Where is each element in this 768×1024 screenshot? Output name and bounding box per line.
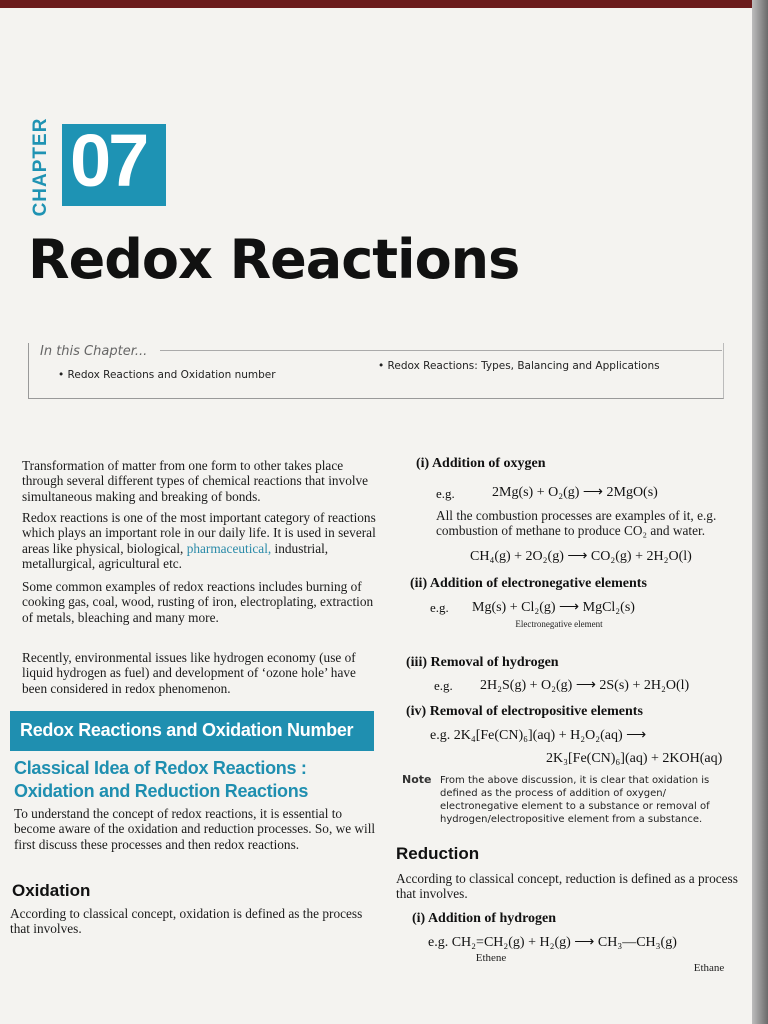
section-banner: Redox Reactions and Oxidation Number (10, 711, 374, 751)
in-this-chapter-rule (160, 350, 722, 351)
ethene-label: Ethene (475, 952, 507, 964)
environment-paragraph: Recently, environmental issues like hydrogen economy (use of liquid hydrogen as fuel) and development of ‘ozone hole’ have been considered in redox phenomenon. (22, 650, 356, 696)
page-top-strip (0, 0, 768, 8)
intro-paragraph: Transformation of matter from one form to other takes place through several different types of chemical reactions that involve simultaneous making and breaking of bonds. (22, 458, 369, 504)
note-text: From the above discussion, it is clear that oxidation is defined as the process of addition of oxygen/ electronegative element to a substance or removal of hydrogen/electropositive element from a substance. (440, 775, 710, 825)
equation-methane: CH₄(g) + 2O₂(g) ⟶ CO₂(g) + 2H₂O(l) (470, 549, 692, 564)
eg-label: e.g. (430, 600, 449, 615)
page-edge-shadow (752, 0, 768, 1024)
subheading-oxidation-reduction: Oxidation and Reduction Reactions (14, 781, 309, 801)
equation-ferrocyanide-left: e.g. 2K₄[Fe(CN)₆](aq) + H₂O₂(aq) ⟶ (430, 728, 647, 743)
in-this-chapter-label: In this Chapter... (40, 344, 148, 359)
equation-ferrocyanide-right: 2K₃[Fe(CN)₆](aq) + 2KOH(aq) (546, 751, 723, 766)
item-removal-of-hydrogen: (iii) Removal of hydrogen (406, 655, 559, 670)
in-this-chapter-item: • Redox Reactions and Oxidation number (58, 369, 276, 381)
reduction-heading: Reduction (396, 844, 480, 863)
equation-mg-chlorine: Mg(s) + Cl₂(g) ⟶ MgCl₂(s) (472, 600, 635, 615)
in-this-chapter-item: • Redox Reactions: Types, Balancing and Applications (378, 360, 660, 372)
item-addition-electronegative: (ii) Addition of electronegative elements (410, 576, 647, 591)
electronegative-element-note: Electronegative element (515, 619, 603, 629)
note-label: Note (402, 773, 432, 786)
equation-h2s: 2H₂S(g) + O₂(g) ⟶ 2S(s) + 2H₂O(l) (480, 678, 690, 693)
reduction-definition: According to classical concept, reduction is defined as a process that involves. (396, 871, 738, 902)
eg-label: e.g. (436, 486, 455, 501)
equation-ethene: e.g. CH₂=CH₂(g) + H₂(g) ⟶ CH₃—CH₃(g) (428, 935, 677, 950)
item-addition-of-hydrogen: (i) Addition of hydrogen (412, 911, 557, 926)
examples-paragraph: Some common examples of redox reactions includes burning of cooking gas, coal, wood, rusting of iron, electroplating, extraction of metals, bleaching and many more. (22, 579, 374, 625)
equation-mg-oxygen: 2Mg(s) + O₂(g) ⟶ 2MgO(s) (492, 485, 658, 500)
item-removal-electropositive: (iv) Removal of electropositive elements (406, 704, 643, 719)
combustion-paragraph: All the combustion processes are examples of it, e.g. combustion of methane to produce CO₂ and water. (436, 508, 717, 539)
oxidation-heading: Oxidation (12, 881, 91, 900)
concept-paragraph: To understand the concept of redox reactions, it is essential to become aware of the oxidation and reduction processes. So, we will first discuss these processes and then redox reactions. (14, 806, 376, 852)
chapter-title: Redox Reactions (28, 228, 520, 291)
chapter-number-box (62, 119, 166, 206)
ethane-label: Ethane (693, 962, 725, 974)
redox-importance-paragraph: Redox reactions is one of the most important category of reactions which plays an important role in our daily life. It is used in several areas like physical, biological, pharmaceutical, industrial, metallurgical, agricultural etc. (22, 510, 376, 572)
oxidation-definition: According to classical concept, oxidation is defined as the process that involves. (10, 906, 363, 937)
subheading-classical-idea: Classical Idea of Redox Reactions : (14, 758, 307, 778)
eg-label: e.g. (434, 678, 453, 693)
chapter-label: CHAPTER (30, 117, 51, 217)
item-addition-of-oxygen: (i) Addition of oxygen (416, 456, 546, 471)
chapter-number: 07 (70, 119, 147, 202)
